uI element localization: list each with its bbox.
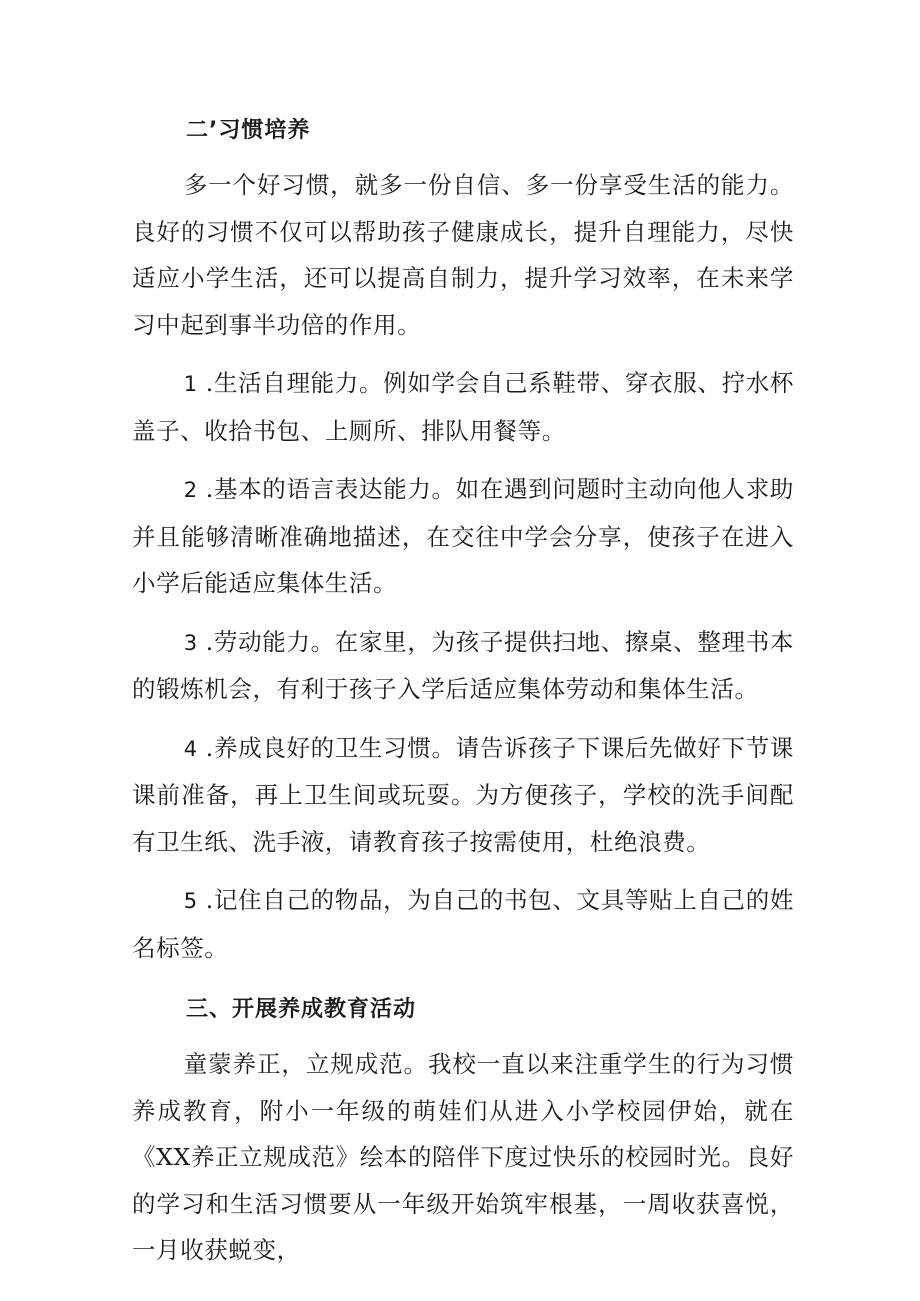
section-heading-education-activities: 三、开展养成教育活动 (186, 997, 417, 1022)
list-item-text: .记住自己的物品，为自己的书包、文具等贴上自己的姓名标签。 (132, 886, 794, 962)
list-item-number: 1 (183, 372, 198, 396)
list-item-number: 2 (183, 478, 198, 502)
list-item-belongings (132, 877, 794, 971)
paragraph-habit-intro: 多一个好习惯，就多一份自信、多一份享受生活的能力。良好的习惯不仅可以帮助孩子健康成长，提升自理能力，尽快适应小学生活，还可以提高自制力，提升学习效率，在未来学习中起到事半功倍的作用。 (132, 171, 794, 339)
section-heading-habit-training: 二’习惯培养 (186, 118, 311, 143)
list-item-text: .生活自理能力。例如学会自己系鞋带、穿衣服、拧水杯盖子、收拾书包、上厕所、排队用餐等。 (132, 369, 794, 445)
list-item-number: 4 (183, 736, 198, 761)
list-item-text: .养成良好的卫生习惯。请告诉孩子下课后先做好下节课课前准备，再上卫生间或玩耍。为方便孩子，学校的洗手间配有卫生纸、洗手液，请教育孩子按需使用，杜绝浪费。 (132, 733, 794, 856)
list-item-number: 3 (183, 630, 198, 655)
list-item-hygiene (132, 725, 794, 866)
list-item-language (132, 466, 794, 607)
list-item-text: .劳动能力。在家里，为孩子提供扫地、擦桌、整理书本的锻炼机会，有利于孩子入学后适应集体劳动和集体生活。 (132, 627, 794, 703)
list-item-text: .基本的语言表达能力。如在遇到问题时主动向他人求助并且能够清晰准确地描述，在交往中学会分享，使孩子在进入小学后能适应集体生活。 (132, 475, 794, 597)
list-item-number: 5 (183, 889, 198, 913)
list-item-labor (132, 619, 794, 713)
paragraph-activities-intro: 童蒙养正，立规成范。我校一直以来注重学生的行为习惯养成教育，附小一年级的萌娃们从进入小学校园伊始，就在《XX养正立规成范》绘本的陪伴下度过快乐的校园时光。良好的学习和生活习惯要从一年级开始筑牢根基，一周收获喜悦，一月收获蜕变， (132, 1050, 794, 1264)
list-item-self-care (132, 360, 794, 454)
